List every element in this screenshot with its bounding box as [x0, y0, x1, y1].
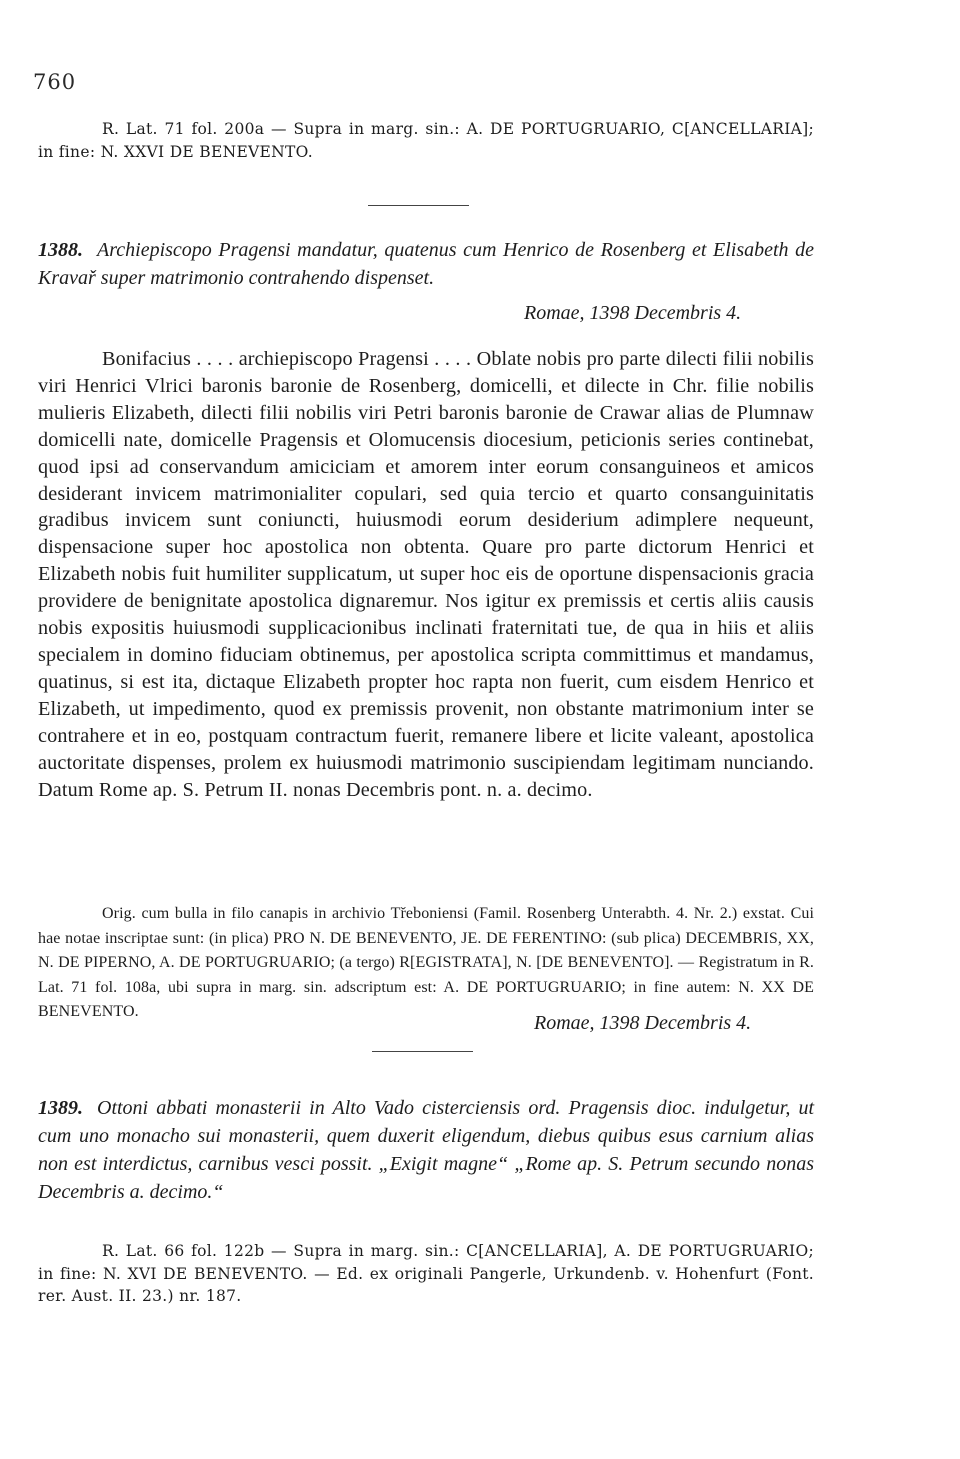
document-number: 1389. [38, 1097, 83, 1119]
regest-1389 [38, 1094, 814, 1206]
separator-rule [372, 1051, 473, 1052]
archival-reference-1388 [38, 118, 814, 164]
archival-reference-text: R. Lat. 71 fol. 200a — Supra in marg. sin.: A. DE PORTUGRUARIO, C[ANCELLARIA]; in fine: N. XXVI DE BENEVENTO. [38, 120, 814, 161]
body-text: Bonifacius . . . . archiepiscopo Pragensi . . . . Oblate nobis pro parte dilecti filii nobilis viri Henrici Vlrici baronis baronie de Rosenberg, domicelli, et dilecte in Chr. filie nobilis mulieris Elizabeth, dilecti filii nobilis viri Petri baronis baronie de Crawar alias de Plumnaw domicelli nate, domicelle Pragensis et Olomucensis diocesium, peticionis series continebat, quod ipsi ad conservandum amiciciam et amorem inter eorum consanguineos et amicos desiderant invicem matrimonialiter copulari, sed quia tercio et quarto consanguinitatis gradibus invicem sunt coniuncti, huiusmodi eorum desiderium adimplere nequeunt, dispensacione super hoc apostolica non obtenta. Quare pro parte dictorum Henrici et Elizabeth nobis fuit humiliter supplicatum, ut super hoc eis de oportune dispensacionis gracia providere de benignitate apostolica dignaremur. Nos igitur ex premissis et certis aliis causis nobis expositis huiusmodi supplicacionibus inclinati fraternitati tue, de qua in hiis et aliis specialem in domino fiduciam obtinemus, per apostolica scripta committimus et mandamus, quatinus, si est ita, dictaque Elizabeth propter hoc rapta non fuerit, cum eisdem Henrico et Elizabeth, ut impedimento, quod ex premissis provenit, non obstante matrimonium inter se contrahere et in eo, postquam contractum fuerit, remanere libere et licite valeant, apostolica auctoritate dispenses, prolem ex huiusmodi matrimonio suscipiendam legitimam nunciando. Datum Rome ap. S. Petrum II. nonas Decembris pont. n. a. decimo. [38, 348, 814, 801]
document-body-1388 [38, 346, 814, 803]
document-number: 1388. [38, 239, 83, 261]
note-text: Orig. cum bulla in filo canapis in archivio Třeboniensi (Famil. Rosenberg Unterabth. 4. Nr. 2.) exstat. Cui hae notae inscriptae sunt: (in plica) PRO N. DE BENEVENTO, JE. DE FERENTINO: (sub plica) DECEMBRIS, XX, N. DE PIPERNO, A. DE PORTUGRUARIO; (a tergo) R[EGISTRATA], N. [DE BENEVENTO]. — Registratum in R. Lat. 71 fol. 108a, ubi supra in marg. sin. adscriptum est: A. DE PORTUGRUARIO; in fine autem: N. XX DE BENEVENTO. [38, 905, 814, 1020]
regest-1388 [38, 236, 814, 292]
dating-line-1388: Romae, 1398 Decembris 4. [524, 302, 742, 324]
separator-rule [368, 205, 469, 206]
dating-line-1389: Romae, 1398 Decembris 4. [534, 1012, 752, 1034]
archival-reference-text: R. Lat. 66 fol. 122b — Supra in marg. sin.: C[ANCELLARIA], A. DE PORTUGRUARIO; in fine: N. XVI DE BENEVENTO. — Ed. ex originali Pangerle, Urkundenb. v. Hohenfurt (Font. rer. Aust. II. 23.) nr. 187. [38, 1242, 814, 1305]
original-note-1388 [38, 902, 814, 1025]
archival-reference-1389 [38, 1240, 814, 1308]
page-number: 760 [33, 70, 77, 94]
regest-text: Archiepiscopo Pragensi mandatur, quatenus cum Henrico de Rosenberg et Elisabeth de Kravař super matrimonio contrahendo dispenset. [38, 239, 814, 289]
regest-text: Ottoni abbati monasterii in Alto Vado cisterciensis ord. Pragensis dioc. indulgetur, ut cum uno monacho sui monasterii, quem duxerit eligendum, diebus quibus esus carnium alias non est interdictus, carnibus vesci possit. „Exigit magne“ „Rome ap. S. Petrum secundo nonas Decembris a. decimo.“ [38, 1097, 814, 1203]
